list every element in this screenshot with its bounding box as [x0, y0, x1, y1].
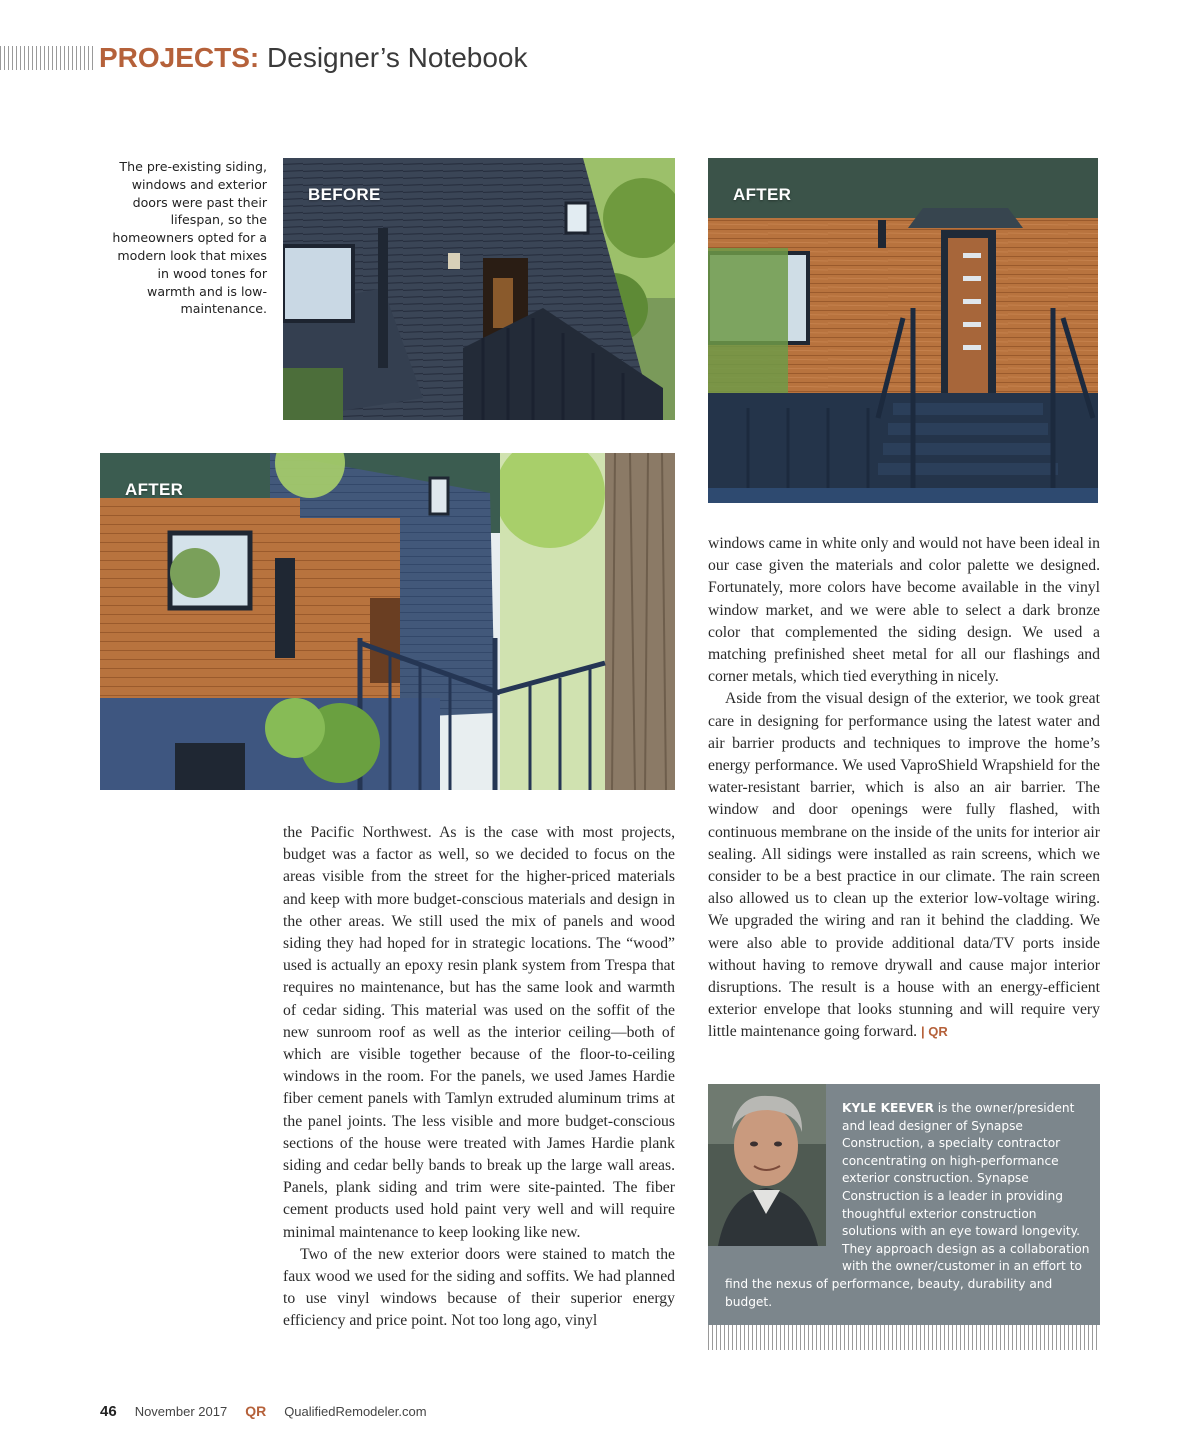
magazine-logo: QR [245, 1403, 267, 1419]
section-label: PROJECTS: [99, 42, 260, 73]
page-footer [100, 1403, 427, 1420]
author-bio-text [725, 1100, 1090, 1311]
after-door-photo [708, 158, 1098, 503]
section-name: Designer’s Notebook [267, 42, 528, 73]
article-column-left [283, 822, 675, 1333]
article-paragraph: the Pacific Northwest. As is the case with most projects, budget was a factor as well, so we decided to focus on the areas visible from the street for the higher-priced materials and keep with more budget-conscious materials and design in the other areas. We still used the mix of panels and wood siding they had hoped for in strategic locations. The “wood” used is actually an epoxy resin plank system from Trespa that requires no maintenance, but has the same look and warmth of cedar siding. This material was used on the soffit of the new sunroom roof as well as the interior ceiling—both of which are visible together because of the floor-to-ceiling windows in the room. For the panels, we used James Hardie fiber cement panels with Tamlyn extruded aluminum trims at the panel joints. The less visible and more budget-conscious sections of the house were treated with James Hardie plank siding and cedar belly bands to break up the large wall areas. Panels, plank siding and trim were site-painted. The fiber cement products used hold paint very well and will require minimal maintenance to keep looking like new. [283, 824, 675, 1241]
website-url: QualifiedRemodeler.com [284, 1404, 427, 1419]
author-bio-box [708, 1084, 1100, 1325]
before-label: BEFORE [308, 185, 381, 204]
article-end-mark: | QR [921, 1024, 948, 1040]
page-number: 46 [100, 1403, 117, 1420]
after-wide-label: AFTER [125, 480, 184, 499]
after-door-illustration [708, 158, 1098, 503]
author-name: KYLE KEEVER [842, 1101, 934, 1115]
bio-hatch-decoration [708, 1325, 1100, 1350]
after-wide-photo [100, 453, 675, 790]
section-title [99, 42, 527, 74]
photo-caption: The pre-existing siding, windows and exterior doors were past their lifespan, so the homeowners opted for a modern look that mixes in wood tones for warmth and is low-maintenance. [112, 159, 267, 317]
after-wide-illustration [100, 453, 675, 790]
after-door-label: AFTER [733, 185, 792, 204]
author-description: is the owner/president and lead designer of Synapse Construction, a specialty contractor concentrating on high-performance exterior construction. Synapse Construction is a leader in providing thoughtful exterior construction solutions with an eye toward longevity. They approach design as a collaboration with the owner/customer in an effort to find the nexus of performance, beauty, durability and budget. [725, 1101, 1090, 1309]
before-photo [283, 158, 675, 420]
article-column-right [708, 533, 1100, 1044]
article-paragraph: Two of the new exterior doors were stained to match the faux wood we used for the siding and soffits. We had planned to use vinyl windows because of their superior energy efficiency and price point. Not too long ago, vinyl [283, 1245, 675, 1330]
article-paragraph [708, 688, 1100, 1043]
article-paragraph-text: Aside from the visual design of the exterior, we took great care in designing for performance using the latest water and air barrier products and techniques to improve the home’s energy performance. We used VaproShield Wrapshield for the water-resistant barrier, which is also an air barrier. The window and door openings were fully flashed, with continuous membrane on the inside of the units for interior air sealing. All sidings were installed as rain screens, which we consider to be a best practice in our climate. The rain screen also allowed us to clean up the exterior low-voltage wiring. We upgraded the wiring and ran it behind the cladding. We were also able to provide additional data/TV ports inside without having to remove drywall and cause major interior disruptions. The result is a house with an energy-efficient exterior envelope that looks stunning and will require very little maintenance going forward. [708, 690, 1100, 1041]
article-paragraph: windows came in white only and would not have been ideal in our case given the materials and color palette we designed. Fortunately, more colors have become available in the vinyl window market, and we were able to select a dark bronze color that complemented the siding design. We used a matching prefinished sheet metal for all our flashings and corner metals, which tied everything in nicely. [708, 535, 1100, 686]
header-hatch-decoration [0, 46, 96, 70]
issue-date: November 2017 [134, 1404, 228, 1419]
page-header [0, 38, 527, 78]
